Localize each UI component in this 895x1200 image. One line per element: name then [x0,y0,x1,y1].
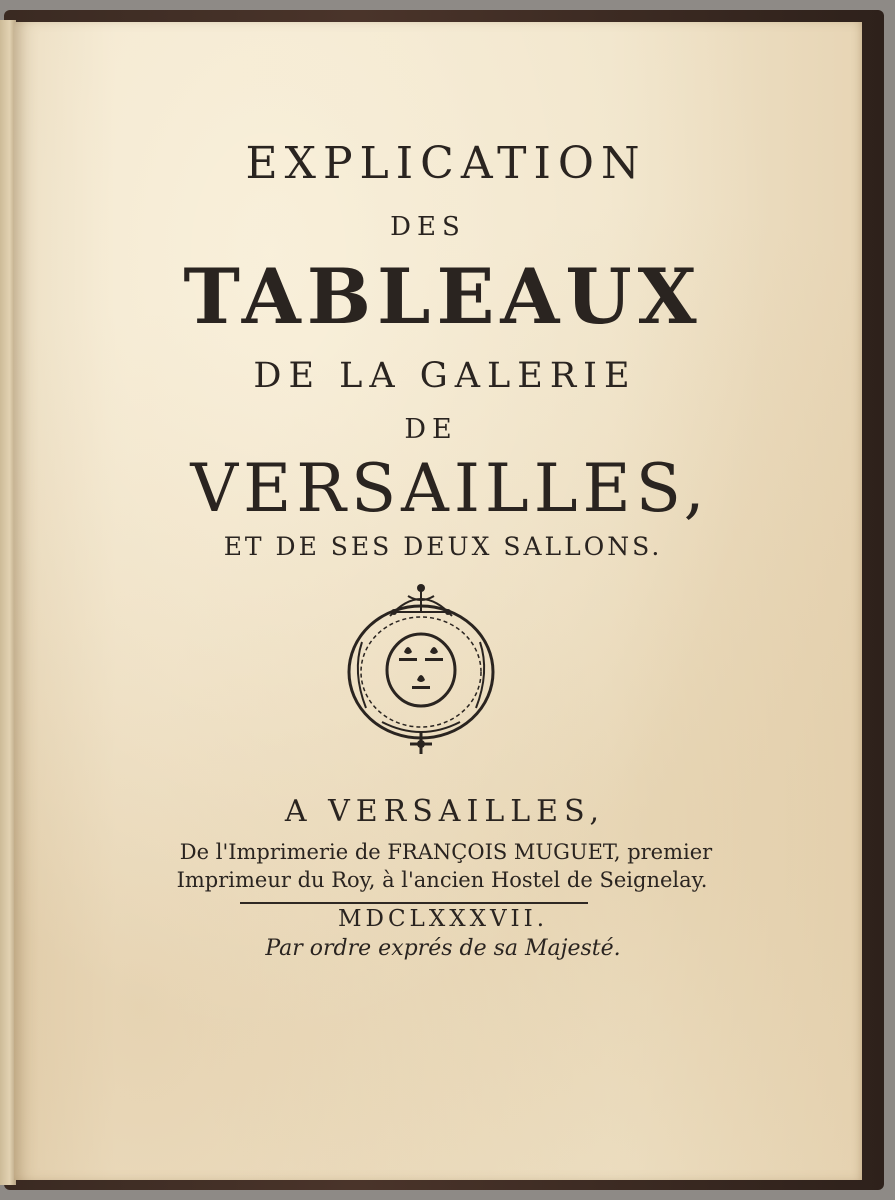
title-line-galerie: DE LA GALERIE [253,356,637,396]
imprint-line-address: Imprimeur du Roy, à l'ancien Hostel de Seignelay. [176,868,708,892]
title-line-de: DE [404,414,458,445]
title-line-des: DES [390,212,466,242]
imprint-date: MDCLXXXVII. [337,906,549,932]
title-line-explication: EXPLICATION [245,138,647,189]
royal-privilege: Par ordre exprés de sa Majesté. [265,936,621,961]
title-line-versailles: VERSAILLES, [190,450,710,527]
imprint-line-printer: De l'Imprimerie de FRANÇOIS MUGUET, premier [179,840,713,864]
imprint-place: A VERSAILLES, [284,794,606,829]
royal-coat-of-arms-icon [342,582,500,758]
divider-rule [240,902,588,904]
title-line-tableaux: TABLEAUX [183,252,703,341]
title-page [14,22,862,1180]
title-line-sallons: ET DE SES DEUX SALLONS. [223,532,663,561]
